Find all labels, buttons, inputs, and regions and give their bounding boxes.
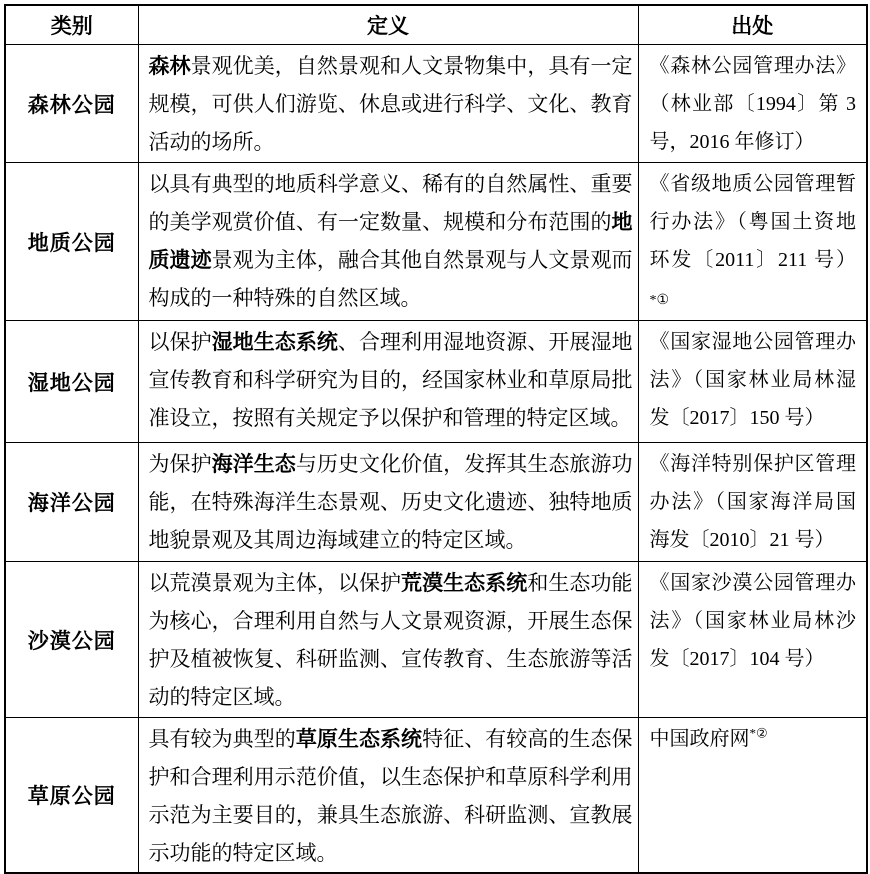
bold-term: 地质遗迹 xyxy=(148,210,633,272)
source-text: 《国家湿地公园管理办法》（国家林业局林湿发〔2017〕150 号） xyxy=(649,331,856,429)
table-row xyxy=(5,45,867,163)
park-types-table xyxy=(4,4,868,874)
table-row xyxy=(5,443,867,562)
definition-text: 以保护 xyxy=(148,330,212,354)
source-cell xyxy=(638,163,867,321)
table-header xyxy=(5,5,867,45)
source-cell xyxy=(638,321,867,443)
source-text: 中国政府网 xyxy=(649,728,750,750)
source-cell xyxy=(638,718,867,874)
table-row xyxy=(5,163,867,321)
bold-term: 草原生态系统 xyxy=(295,727,423,751)
definition-text: 与历史文化价值，发挥其生态旅游功能，在特殊海洋生态景观、历史文化遗迹、独特地质地貌景观及其周边海域建立的特定区域。 xyxy=(148,452,633,552)
source-cell xyxy=(638,45,867,163)
bold-term: 湿地生态系统 xyxy=(211,330,338,354)
source-text: 《海洋特别保护区管理办法》（国家海洋局国海发〔2010〕21 号） xyxy=(649,453,856,551)
definition-text: 、合理利用湿地资源、开展湿地宣传教育和科学研究为目的，经国家林业和草原局批准设立，按照有关规定予以保护和管理的特定区域。 xyxy=(148,330,633,430)
definition-cell xyxy=(138,163,638,321)
category-cell: 草原公园 xyxy=(5,718,138,874)
definition-cell xyxy=(138,443,638,562)
source-text: 《森林公园管理办法》（林业部〔1994〕第 3 号，2016 年修订） xyxy=(649,55,856,153)
footnote-marker: *② xyxy=(749,725,768,741)
footnote-marker: *① xyxy=(649,293,670,308)
category-cell: 湿地公园 xyxy=(5,321,138,443)
definition-cell xyxy=(138,321,638,443)
bold-term: 荒漠生态系统 xyxy=(401,571,528,595)
header-category: 类别 xyxy=(5,5,138,45)
definition-text: 景观为主体，融合其他自然景观与人文景观而构成的一种特殊的自然区域。 xyxy=(148,248,633,310)
definition-text: 和生态功能为核心，合理利用自然与人文景观资源，开展生态保护及植被恢复、科研监测、宣传教育、生态旅游等活动的特定区域。 xyxy=(148,571,633,709)
bold-term: 森林 xyxy=(148,54,191,78)
category-cell: 沙漠公园 xyxy=(5,562,138,718)
source-text: 《国家沙漠公园管理办法》（国家林业局林沙发〔2017〕104 号） xyxy=(649,572,856,670)
definition-text: 特征、有较高的生态保护和合理利用示范价值，以生态保护和草原科学利用示范为主要目的，兼具生态旅游、科研监测、宣教展示功能的特定区域。 xyxy=(148,727,633,865)
table-row xyxy=(5,718,867,874)
definition-cell xyxy=(138,45,638,163)
definition-text: 景观优美，自然景观和人文景物集中，具有一定规模，可供人们游览、休息或进行科学、文化、教育活动的场所。 xyxy=(148,54,633,154)
definition-text: 以具有典型的地质科学意义、稀有的自然属性、重要的美学观赏价值、有一定数量、规模和分布范围的 xyxy=(148,172,633,234)
definition-text: 具有较为典型的 xyxy=(148,727,296,751)
category-cell: 地质公园 xyxy=(5,163,138,321)
table-row xyxy=(5,321,867,443)
source-cell xyxy=(638,443,867,562)
definition-cell xyxy=(138,562,638,718)
definition-text: 以荒漠景观为主体，以保护 xyxy=(148,571,402,595)
bold-term: 海洋生态 xyxy=(211,452,296,476)
source-cell xyxy=(638,562,867,718)
header-definition: 定义 xyxy=(138,5,638,45)
table-body xyxy=(5,45,867,874)
category-cell: 海洋公园 xyxy=(5,443,138,562)
category-cell: 森林公园 xyxy=(5,45,138,163)
definition-cell xyxy=(138,718,638,874)
table-row xyxy=(5,562,867,718)
header-row xyxy=(5,5,867,45)
header-source: 出处 xyxy=(638,5,867,45)
definition-text: 为保护 xyxy=(148,452,212,476)
source-text: 《省级地质公园管理暂行办法》（粤国土资地环发〔2011〕211 号） xyxy=(649,173,856,271)
